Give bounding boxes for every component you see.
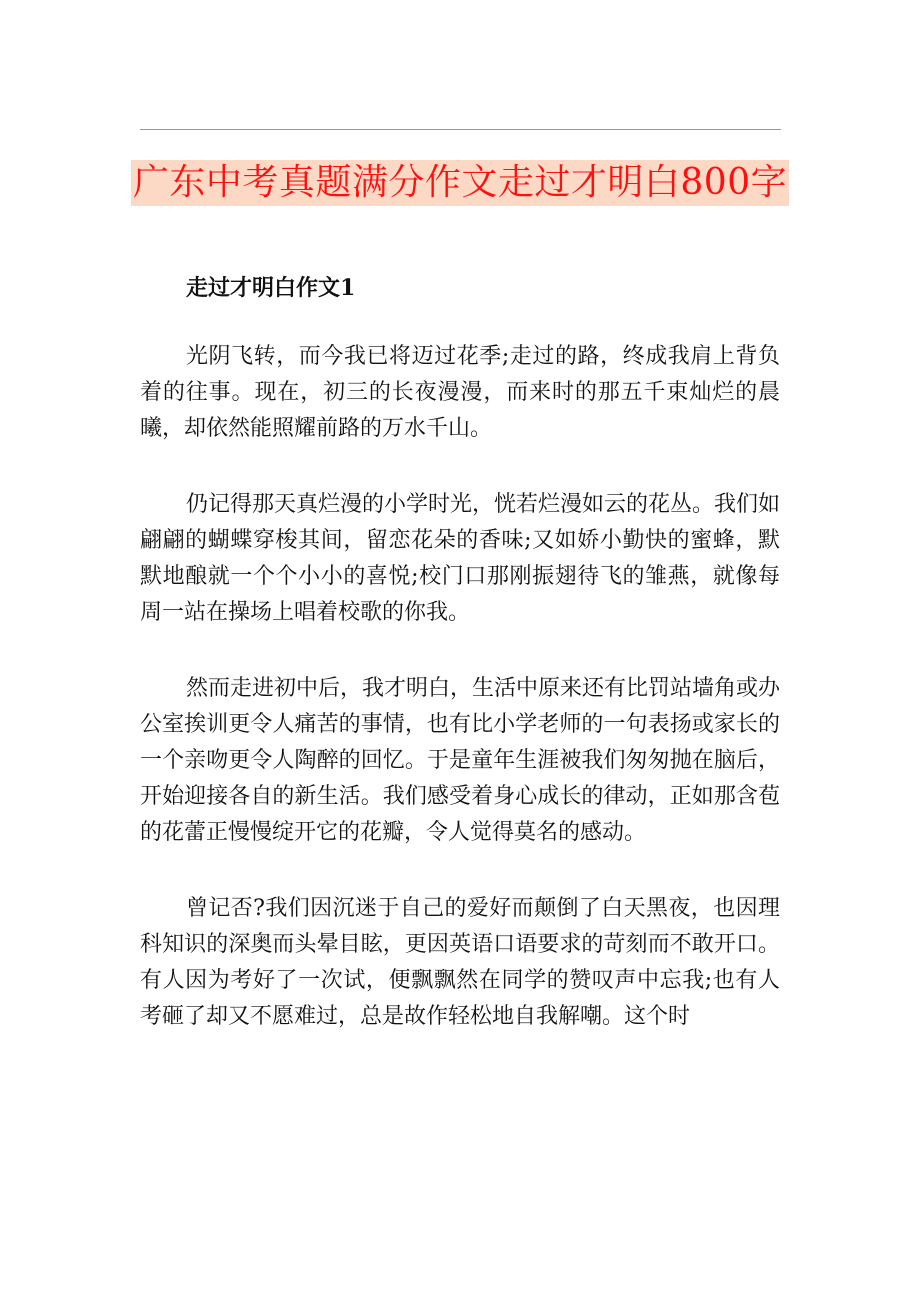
paragraph: 然而走进初中后，我才明白，生活中原来还有比罚站墙角或办公室挨训更令人痛苦的事情，也有比小学老师的一句表扬或家长的一个亲吻更令人陶醉的回忆。于是童年生涯被我们匆匆抛在脑后，开始迎接各自的新生活。我们感受着身心成长的律动，正如那含苞的花蕾正慢慢绽开它的花瓣，令人觉得莫名的感动。 [140, 676, 781, 845]
paragraph: 曾记否?我们因沉迷于自己的爱好而颠倒了白天黑夜，也因理科知识的深奥而头晕目眩，更因英语口语要求的苛刻而不敢开口。有人因为考好了一次试，便飘飘然在同学的赞叹声中忘我;也有人考砸了却又不愿难过，总是故作轻松地自我解嘲。这个时 [140, 896, 780, 1029]
paragraph: 仍记得那天真烂漫的小学时光，恍若烂漫如云的花丛。我们如翩翩的蝴蝶穿梭其间，留恋花朵的香味;又如娇小勤快的蜜蜂，默默地酿就一个个小小的喜悦;校门口那刚振翅待飞的雏燕，就像每周一站在操场上唱着校歌的你我。 [140, 492, 781, 625]
title-container [0, 160, 920, 206]
document-title: 广东中考真题满分作文走过才明白800字 [131, 160, 789, 206]
document-body [140, 270, 780, 1075]
section-heading: 走过才明白作文1 [186, 275, 356, 301]
header-rule [140, 129, 781, 130]
paragraph: 光阴飞转，而今我已将迈过花季;走过的路，终成我肩上背负着的往事。现在，初三的长夜漫漫，而来时的那五千束灿烂的晨曦，却依然能照耀前路的万水千山。 [140, 344, 780, 441]
